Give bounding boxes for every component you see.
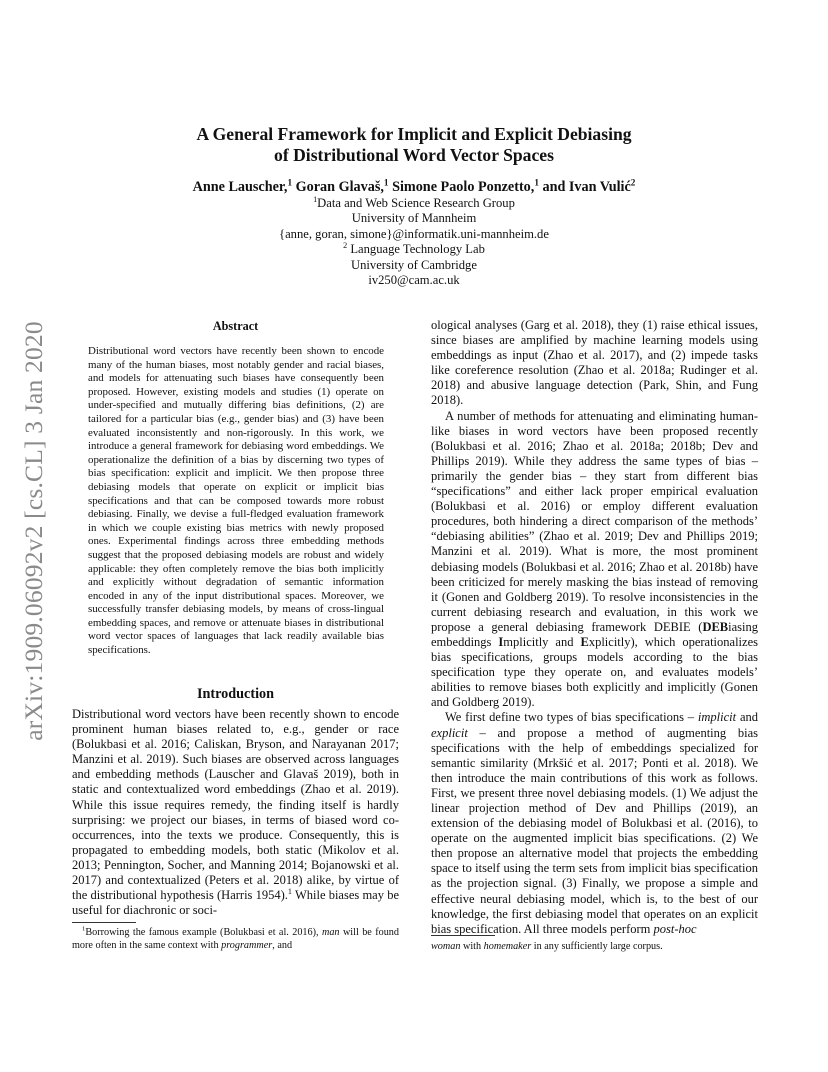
affiliation-1-email: {anne, goran, simone}@informatik.uni-mannheim.de [279, 226, 549, 241]
footnote-text: woman [431, 941, 461, 952]
paragraph-text: mplicitly and [503, 634, 581, 649]
paragraph-text: We first define two types of bias specifications – [445, 710, 698, 725]
paragraph-text: xplicitly), which operationalizes bias specifications, groups models according to the bias specification type they operate on, and evaluates models’ abilities to remove biases both explicitly and implicitly (Gonen and Goldberg 2019). [431, 634, 758, 710]
affiliation-mark: 1 [313, 194, 318, 204]
author-affiliation-mark: 2 [630, 177, 636, 188]
footnote-text: in any sufficiently large corpus. [531, 941, 663, 952]
affiliation-1-group [120, 196, 708, 211]
affiliations [120, 196, 708, 288]
abstract-text: Distributional word vectors have recently been shown to encode many of the human biases, most notably gender and racial biases, and models for attenuating such biases have consequently been proposed. However, existing models and studies (1) operate on under-specified and mutually differing bias definitions, (2) are tailored for a particular bias (e.g., gender bias) and (3) have been evaluated inconsistently and non-rigorously. In this work, we introduce a general framework for debiasing word embeddings. We operationalize the definition of a bias by discerning two types of bias specification: explicit and implicit. We then propose three debiasing models that operate on explicit or implicit bias specifications and that can be composed towards more robust debiasing. Finally, we devise a full-fledged evaluation framework in which we couple existing bias metrics with newly proposed ones. Experimental findings across three embedding methods suggest that the proposed debiasing models are robust and widely applicable: they often completely remove the bias both implicitly and explicitly without degradation of semantic information encoded in any of the input distributional spaces. Moreover, we successfully transfer debiasing models, by means of cross-lingual embedding spaces, and remove or attenuate biases in distributional word vector spaces of languages that lack readily available bias specifications. [88, 345, 384, 657]
footnote-mark: 1 [82, 925, 86, 933]
author-affiliation-mark: 1 [287, 177, 293, 188]
paragraph-text: implicit [697, 710, 737, 725]
footnote-1 [72, 926, 399, 953]
footnote-rule [72, 922, 136, 923]
footnote-1-continued [431, 940, 758, 953]
affiliation-2-email: iv250@cam.ac.uk [368, 273, 460, 288]
paragraph [431, 710, 758, 936]
paragraph [431, 409, 758, 711]
author-affiliation-mark: 1 [534, 177, 539, 188]
paragraph: ological analyses (Garg et al. 2018), they (1) raise ethical issues, since biases are amplified by machine learning models using embeddings as input (Zhao et al. 2017), and (2) impede tasks like coreference resolution (Zhao et al. 2018a; Rudinger et al. 2018) and abusive language detection (Park, Shin, and Fung 2018). [431, 318, 758, 408]
author-name: and Ivan Vulić [542, 179, 631, 195]
right-column-body [431, 318, 758, 937]
footnote-rule [431, 935, 495, 936]
affiliation-1-university: University of Mannheim [351, 211, 477, 226]
author-name: Simone Paolo Ponzetto, [392, 179, 535, 195]
paragraph-text: post-hoc [653, 921, 697, 936]
arxiv-identifier-stamp [14, 296, 54, 766]
paragraph-text: I [498, 634, 504, 649]
affiliation-2-group [120, 242, 708, 257]
author-name: Anne Lauscher, [192, 179, 288, 195]
author-name: Goran Glavaš, [295, 179, 384, 195]
paper-title [120, 124, 708, 166]
arxiv-identifier-text: arXiv:1909.06092v2 [cs.CL] 3 Jan 2020 [19, 321, 49, 741]
paragraph-text: and [736, 710, 758, 725]
footnote-text: , and [272, 940, 293, 952]
paragraph-text: While biases may be useful for diachronic or soci- [72, 888, 399, 918]
paragraph-text: DEB [702, 619, 729, 634]
author-affiliation-mark: 1 [383, 177, 389, 188]
footnote-text: with [460, 941, 484, 952]
footnote-text: programmer [221, 940, 273, 952]
paragraph [72, 707, 399, 918]
affiliation-name: Data and Web Science Research Group [317, 196, 515, 210]
affiliation-name: Language Technology Lab [347, 242, 485, 257]
paragraph-text: Distributional word vectors have been recently shown to encode prominent human biases related to, e.g., gender or race (Bolukbasi et al. 2016; Caliskan, Bryson, and Narayanan 2017; Manzini et al. 2019). Such biases are observed across languages and embedding methods (Lauscher and Glavaš 2019), both in static and contextualized word embeddings (Zhao et al. 2019). While this issue requires remedy, the finding itself is hardly surprising: we project our biases, in terms of biased word co-occurrences, into the texts we produce. Consequently, this is propagated to embedding models, both static (Mikolov et al. 2013; Pennington, Socher, and Manning 2014; Bojanowski et al. 2017) and contextualized (Peters et al. 2018) alike, by virtue of the distributional hypothesis (Harris 1954). [72, 707, 399, 903]
abstract-heading: Abstract [212, 319, 259, 333]
affiliation-mark: 2 [343, 241, 348, 251]
paragraph-text: explicit [431, 725, 468, 740]
footnote-text: man [321, 927, 340, 938]
footnote-mark: 1 [287, 886, 292, 896]
affiliation-2-university: University of Cambridge [351, 257, 477, 272]
author-list [120, 178, 708, 196]
paragraph-text: E [580, 634, 589, 649]
introduction-body [72, 707, 399, 918]
paper-header [120, 124, 708, 288]
paragraph-text: A number of methods for attenuating and eliminating human-like biases in word vectors have been proposed recently (Bolukbasi et al. 2016; Zhao et al. 2018a; 2018b; Dev and Phillips 2019). While they address the same types of bias – primarily the gender bias – they start from different bias “specifications” and either lack proper empirical evaluation (Bolukbasi et al. 2016) or employ different evaluation procedures, both hindering a direct comparison of the methods’ “debiasing abilities” (Zhao et al. 2019; Dev and Phillips 2019; Manzini et al. 2019). What is more, the most prominent debiasing models (Bolukbasi et al. 2016; Zhao et al. 2018b) have been criticized for merely masking the bias instead of removing it (Gonen and Goldberg 2019). To resolve inconsistencies in the current debiasing research and evaluation, in this work we propose a general debiasing framework DEBIE ( [431, 408, 758, 634]
title-line-2: of Distributional Word Vector Spaces [274, 145, 554, 165]
footnote-text: Borrowing the famous example (Bolukbasi et al. 2016), [85, 927, 322, 938]
paragraph-text: – and propose a method of augmenting bias specifications with the help of embeddings specialized for semantic similarity (Mrkšić et al. 2017; Ponti et al. 2018). We then introduce the main contributions of this work as follows. First, we present three novel debiasing models. (1) We adjust the linear projection method of Dev and Phillips (2019), an extension of the debiasing model of Bolukbasi et al. (2016), to operate on the augmented implicit bias specifications. (2) We then propose an alternative model that projects the embedding space to itself using the term sets from implicit bias specification as the projection signal. (3) Finally, we propose a simple and effective neural debiasing model, which is, to the best of our knowledge, the first debiasing model that operates on an explicit bias specification. All three models perform [431, 725, 758, 936]
introduction-heading: Introduction [197, 686, 274, 702]
paragraph-text: iasing embeddings [431, 619, 758, 649]
footnote-text: will be found more often in the same context with [72, 927, 399, 952]
footnote-text: homemaker [483, 941, 532, 952]
title-line-1: A General Framework for Implicit and Explicit Debiasing [196, 124, 632, 144]
